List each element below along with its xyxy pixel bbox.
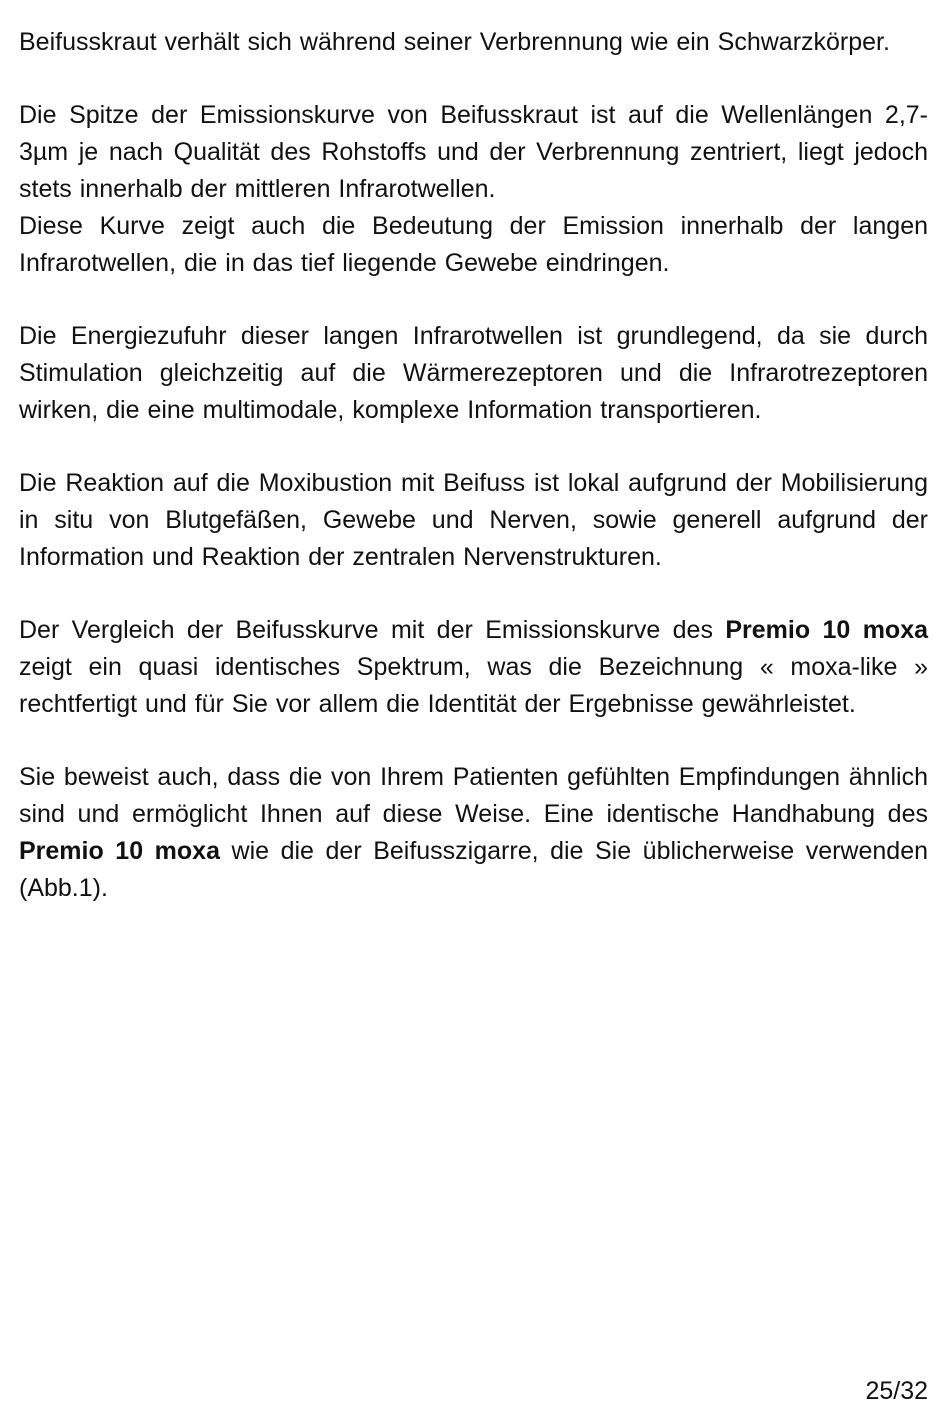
page-number: 25/32 <box>865 1377 928 1405</box>
paragraph-comparison-text-after: zeigt ein quasi identisches Spektrum, was die Bezeichnung « moxa-like » rechtfertigt und für Sie vor allem die Identität der Ergebnisse gewährleistet. <box>19 653 928 718</box>
paragraph-sensations-text-after: wie die der Beifusszigarre, die Sie üblicherweise verwenden (Abb.1). <box>19 837 929 902</box>
paragraph-energy-supply: Die Energiezufuhr dieser langen Infrarotwellen ist grundlegend, da sie durch Stimulation gleichzeitig auf die Wärmerezeptoren und die Infrarotrezeptoren wirken, die eine multimodale, komplexe Information transportieren. <box>19 322 928 424</box>
paragraph-blackbody: Beifusskraut verhält sich während seiner Verbrennung wie ein Schwarzkörper. <box>19 28 890 56</box>
paragraph-emission-peak: Die Spitze der Emissionskurve von Beifusskraut ist auf die Wellenlängen 2,7-3µm je nach Qualität des Rohstoffs und der Verbrennung zentriert, liegt jedoch stets innerhalb der mittleren Infrarotwellen. <box>19 101 928 203</box>
document-page <box>19 24 928 943</box>
paragraph-long-infrared: Diese Kurve zeigt auch die Bedeutung der Emission innerhalb der langen Infrarotwellen, die in das tief liegende Gewebe eindringen. <box>19 212 928 277</box>
paragraph-comparison-text-before: Der Vergleich der Beifusskurve mit der Emissionskurve des <box>19 616 726 644</box>
paragraph-sensations <box>19 759 928 907</box>
product-name-bold: Premio 10 moxa <box>725 616 928 644</box>
paragraph-reaction: Die Reaktion auf die Moxibustion mit Beifuss ist lokal aufgrund der Mobilisierung in situ von Blutgefäßen, Gewebe und Nerven, sowie generell aufgrund der Information und Reaktion der zentralen Nervenstrukturen. <box>19 469 928 571</box>
product-name-bold: Premio 10 moxa <box>19 837 220 865</box>
paragraph-comparison <box>19 612 928 723</box>
paragraph-sensations-text-before: Sie beweist auch, dass die von Ihrem Patienten gefühlten Empfindungen ähnlich sind und ermöglicht Ihnen auf diese Weise. Eine identische Handhabung des <box>19 763 928 828</box>
